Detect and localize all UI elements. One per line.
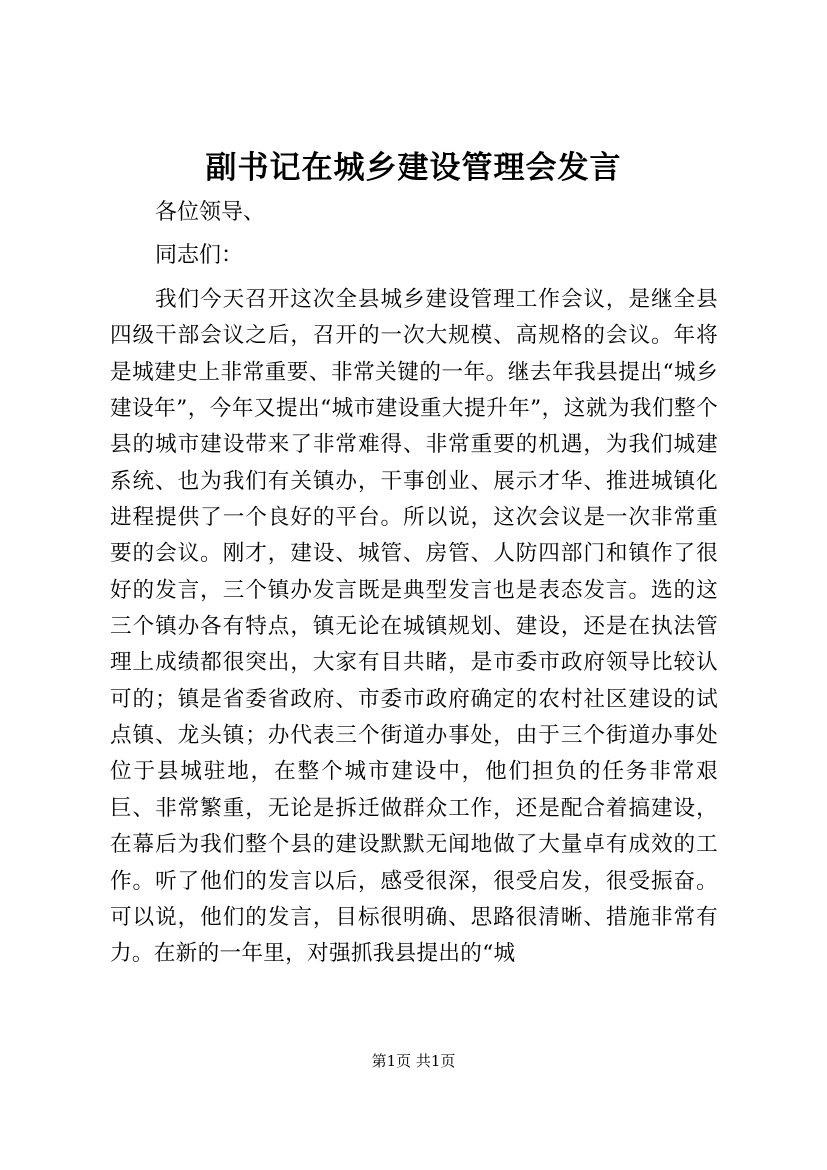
- salutation-leaders: 各位领导、: [155, 200, 266, 225]
- page-number-footer: 第1页 共1页: [371, 1052, 456, 1070]
- speech-body-paragraph: 我们今天召开这次全县城乡建设管理工作会议，是继全县四级干部会议之后，召开的一次大规模、高规格的会议。年将是城建史上非常重要、非常关键的一年。继去年我县提出“城乡建设年”，今年又提出“城市建设重大提升年”，这就为我们整个县的城市建设带来了非常难得、非常重要的机遇，为我们城建系统、也为我们有关镇办，干事创业、展示才华、推进城镇化进程提供了一个良好的平台。所以说，这次会议是一次非常重要的会议。刚才，建设、城管、房管、人防四部门和镇作了很好的发言，三个镇办发言既是典型发言也是表态发言。选的这三个镇办各有特点，镇无论在城镇规划、建设，还是在执法管理上成绩都很突出，大家有目共睹，是市委市政府领导比较认可的；镇是省委省政府、市委市政府确定的农村社区建设的试点镇、龙头镇；办代表三个街道办事处，由于三个街道办事处位于县城驻地，在整个城市建设中，他们担负的任务非常艰巨、非常繁重，无论是拆迁做群众工作，还是配合着搞建设，在幕后为我们整个县的建设默默无闻地做了大量卓有成效的工作。听了他们的发言以后，感受很深，很受启发，很受振奋。可以说，他们的发言，目标很明确、思路很清晰、措施非常有力。在新的一年里，对强抓我县提出的“城: [110, 287, 718, 967]
- salutation-comrades: 同志们：: [155, 243, 244, 268]
- document-title: 副书记在城乡建设管理会发言: [205, 150, 622, 186]
